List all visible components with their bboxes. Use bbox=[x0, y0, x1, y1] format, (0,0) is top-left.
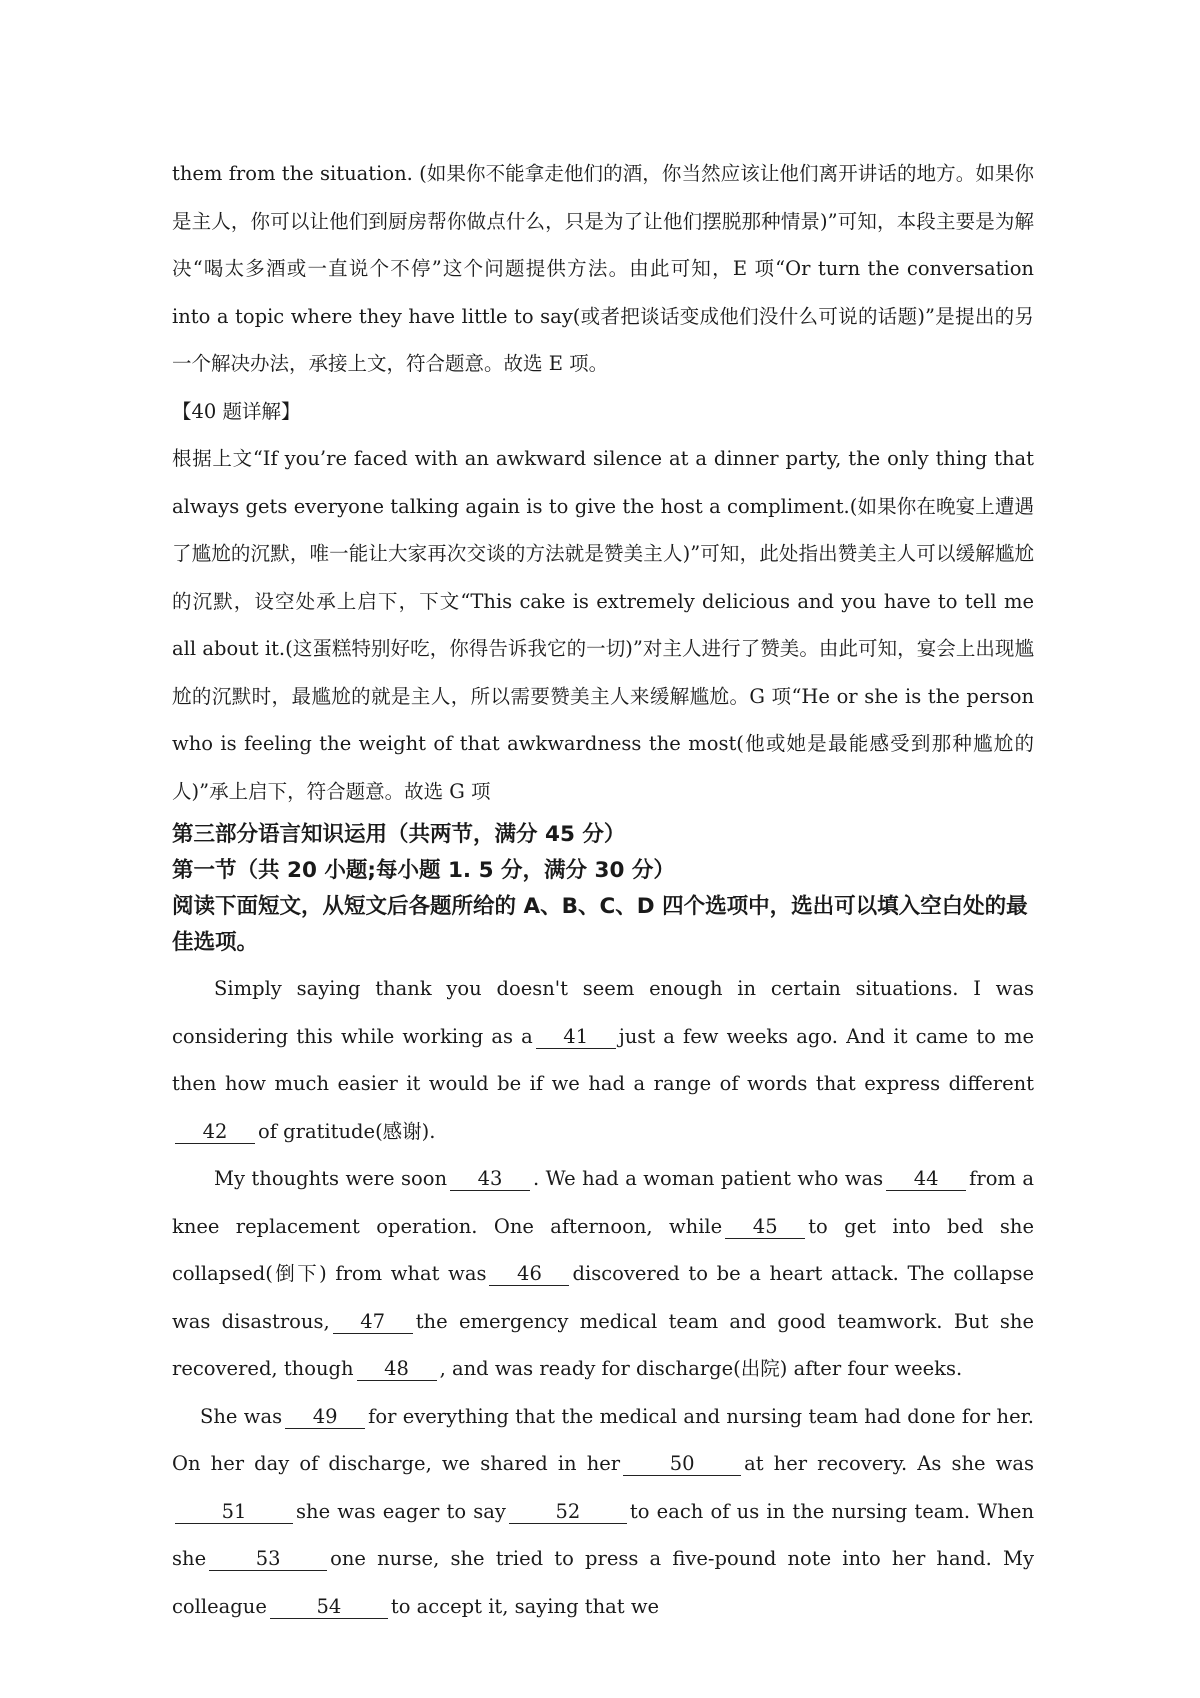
blank-43: 43 bbox=[450, 1168, 530, 1191]
passage-text: the emergency medical team and good teamwork. But she recovered, though bbox=[172, 1309, 1034, 1380]
section-title: 第三部分语言知识运用（共两节，满分 45 分） bbox=[172, 822, 626, 847]
passage-text: Simply saying thank you doesn't seem enough in certain situations. I was considering this while working as a bbox=[172, 977, 1034, 1048]
passage-text: for everything that the medical and nursing team had done for her. On her day of discharge, we shared in her bbox=[172, 1404, 1034, 1475]
blank-46: 46 bbox=[489, 1263, 569, 1286]
passage-paragraph-3 bbox=[172, 1393, 1034, 1631]
blank-54: 54 bbox=[270, 1596, 388, 1619]
passage-text: . We had a woman patient who was bbox=[533, 1167, 884, 1190]
question-40-explanation: 根据上文“If you’re faced with an awkward silence at a dinner party, the only thing that always gets everyone talking again is to give the host a compliment.(如果你在晚宴上遭遇了尴尬的沉默，唯一能让大家再次交谈的方法就是赞美主人)”可知，此处指出赞美主人可以缓解尴尬的沉默，设空处承上启下，下文“This cake is extremely delicious and you have to tell me all about it.(这蛋糕特别好吃，你得告诉我它的一切)”对主人进行了赞美。由此可知，宴会上出现尴尬的沉默时，最尴尬的就是主人，所以需要赞美主人来缓解尴尬。G 项“He or she is the person who is feeling the weight of that awkwardness the most(他或她是最能感受到那种尴尬的人)”承上启下，符合题意。故选 G 项 bbox=[172, 447, 1034, 803]
passage-text: at her recovery. As she was bbox=[744, 1452, 1034, 1475]
passage-text: to accept it, saying that we bbox=[390, 1594, 660, 1618]
passage-text: to each of us in the nursing team. When she bbox=[172, 1499, 1034, 1570]
blank-53: 53 bbox=[209, 1548, 327, 1571]
passage-paragraph-1 bbox=[172, 965, 1034, 1155]
blank-50: 50 bbox=[623, 1453, 741, 1476]
blank-44: 44 bbox=[886, 1168, 966, 1191]
passage-text: discovered to be a heart attack. The collapse was disastrous, bbox=[172, 1262, 1035, 1333]
instruction-text: 阅读下面短文，从短文后各题所给的 A、B、C、D 四个选项中，选出可以填入空白处的最佳选项。 bbox=[172, 894, 1028, 955]
blank-52: 52 bbox=[509, 1501, 627, 1524]
passage-text: she was eager to say bbox=[296, 1499, 506, 1523]
blank-48: 48 bbox=[357, 1358, 437, 1381]
passage-text: one nurse, she tried to press a five-pound note into her hand. My colleague bbox=[172, 1547, 1034, 1618]
passage-text: , and was ready for discharge(出院) after four weeks. bbox=[439, 1357, 963, 1380]
question-40-heading: 【40 题详解】 bbox=[172, 399, 301, 423]
passage-text: of gratitude(感谢). bbox=[258, 1119, 436, 1143]
passage-text: She was bbox=[200, 1404, 283, 1428]
blank-41: 41 bbox=[536, 1026, 616, 1049]
blank-47: 47 bbox=[333, 1311, 413, 1334]
passage-text: just a few weeks ago. And it came to me then how much easier it would be if we had a range of words that express different bbox=[172, 1024, 1034, 1095]
passage-text: My thoughts were soon bbox=[214, 1167, 448, 1190]
blank-42: 42 bbox=[175, 1121, 255, 1144]
passage-text: to get into bed she collapsed(倒下) from what was bbox=[172, 1214, 1034, 1285]
passage-text: from a knee replacement operation. One afternoon, while bbox=[172, 1167, 1034, 1238]
subsection-title: 第一节（共 20 小题;每小题 1. 5 分，满分 30 分） bbox=[172, 858, 675, 883]
blank-49: 49 bbox=[285, 1406, 365, 1429]
document-page bbox=[172, 150, 1034, 1630]
passage-paragraph-2 bbox=[172, 1155, 1034, 1393]
blank-51: 51 bbox=[175, 1501, 293, 1524]
question-39-explanation-tail: them from the situation. (如果你不能拿走他们的酒，你当然应该让他们离开讲话的地方。如果你是主人，你可以让他们到厨房帮你做点什么，只是为了让他们摆脱那种情景)”可知，本段主要是为解决“喝太多酒或一直说个不停”这个问题提供方法。由此可知，E 项“Or turn the conversation into a topic where they have little to say(或者把谈话变成他们没什么可说的话题)”是提出的另一个解决办法，承接上文，符合题意。故选 E 项。 bbox=[172, 162, 1034, 375]
blank-45: 45 bbox=[725, 1216, 805, 1239]
